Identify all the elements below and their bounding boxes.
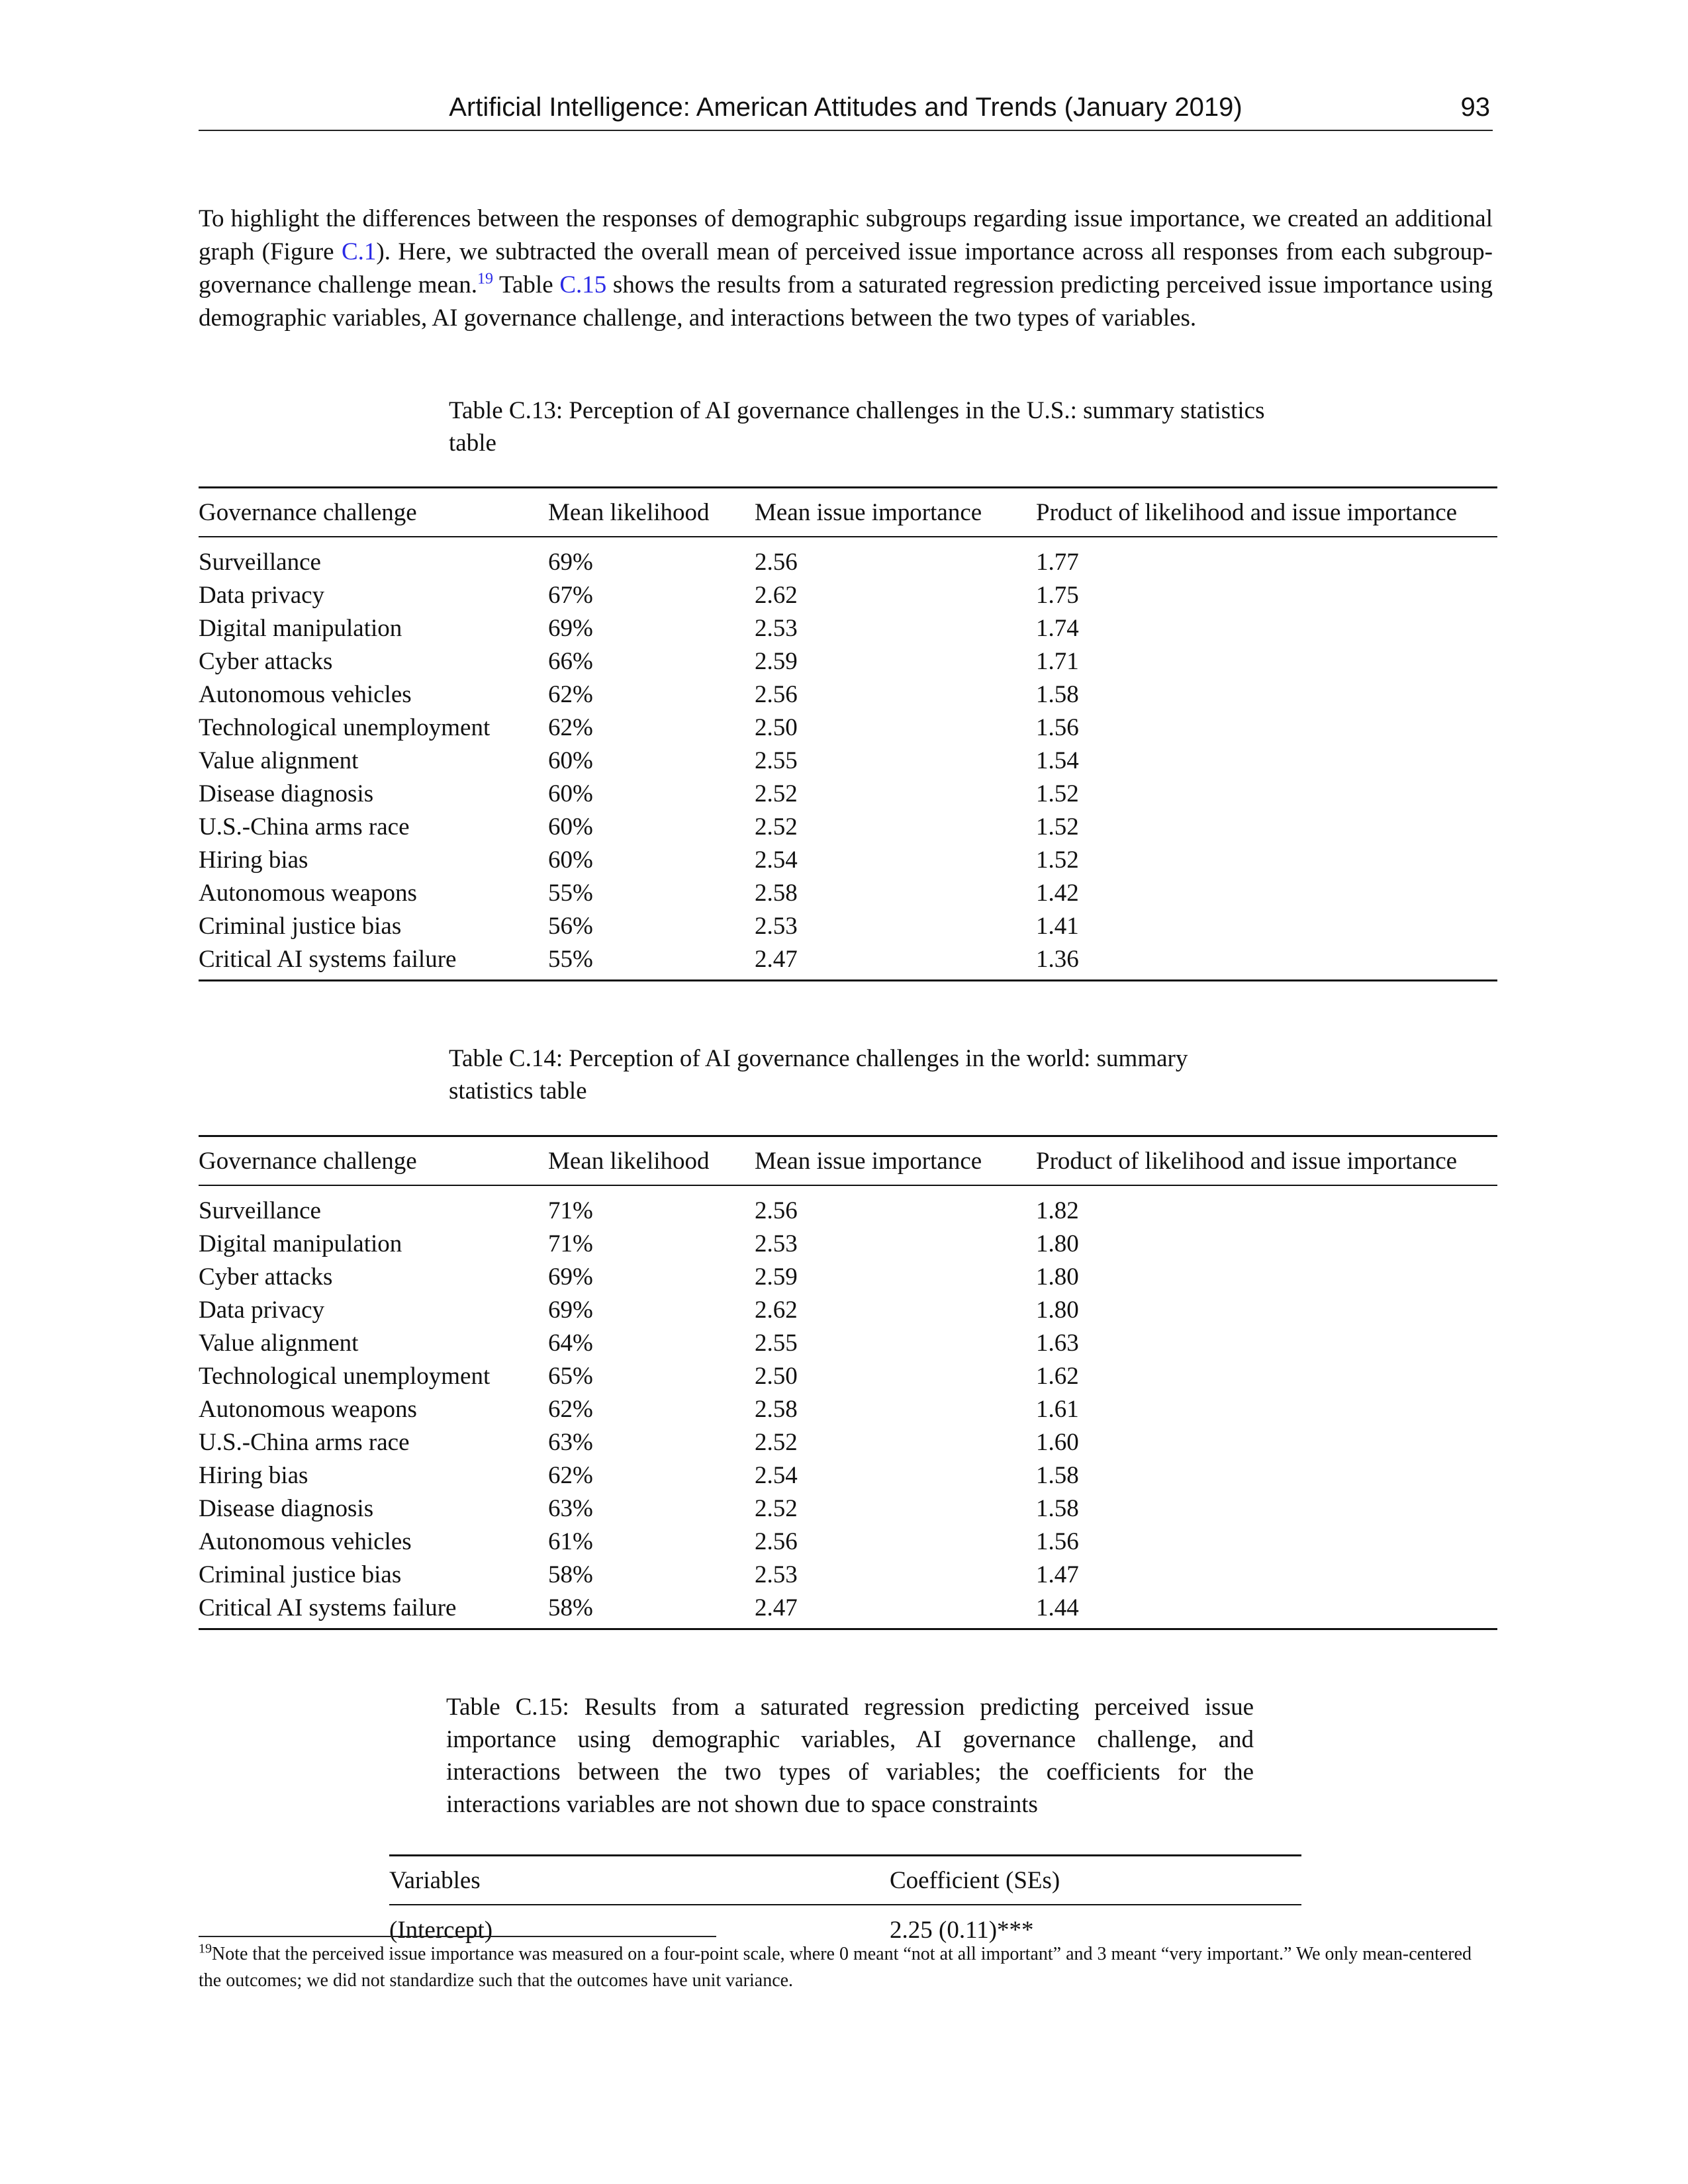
- table-cell: 71%: [548, 1197, 593, 1224]
- row-label: Data privacy: [199, 581, 325, 609]
- table-row: [199, 612, 1497, 645]
- table-c14-caption: Table C.14: Perception of AI governance challenges in the world: summary statistics table: [449, 1045, 1188, 1105]
- row-label: Digital manipulation: [199, 614, 402, 642]
- table-cell: 2.53: [755, 1561, 798, 1588]
- running-title: Artificial Intelligence: American Attitudes and Trends (January 2019): [449, 93, 1243, 122]
- table-cell: 2.52: [755, 1494, 798, 1522]
- table-cell: 1.56: [1036, 1527, 1079, 1555]
- table-cell: 2.62: [755, 1296, 798, 1324]
- row-label: Data privacy: [199, 1296, 325, 1324]
- table-cell: 2.50: [755, 713, 798, 741]
- row-label: Hiring bias: [199, 846, 308, 874]
- table-cell: 1.71: [1036, 647, 1079, 675]
- table-cell: 2.53: [755, 1230, 798, 1257]
- table-cell: 2.50: [755, 1362, 798, 1390]
- figure-link[interactable]: C.1: [341, 238, 377, 265]
- table-cell: 2.52: [755, 813, 798, 841]
- table-cell: 1.58: [1036, 1494, 1079, 1522]
- table-row: [199, 810, 1497, 843]
- table-cell: 69%: [548, 548, 593, 576]
- table-cell: 63%: [548, 1494, 593, 1522]
- table-row: [199, 1558, 1497, 1591]
- table-row: [199, 578, 1497, 612]
- table-cell: 60%: [548, 846, 593, 874]
- table-cell: 1.80: [1036, 1230, 1079, 1257]
- table-cell: 55%: [548, 879, 593, 907]
- column-header: Mean issue importance: [755, 488, 1036, 537]
- table-header-row: [199, 488, 1497, 537]
- table-cell: 67%: [548, 581, 593, 609]
- table-cell: 1.61: [1036, 1395, 1079, 1423]
- row-label: Disease diagnosis: [199, 780, 374, 807]
- row-label: Critical AI systems failure: [199, 942, 548, 981]
- row-label: Critical AI systems failure: [199, 1591, 548, 1629]
- table-row: [199, 1426, 1497, 1459]
- row-label: U.S.-China arms race: [199, 1428, 410, 1456]
- table-cell: 2.53: [755, 614, 798, 642]
- table-row: [199, 1591, 1497, 1629]
- row-label: Criminal justice bias: [199, 1561, 402, 1588]
- table-cell: 62%: [548, 680, 593, 708]
- row-label: Autonomous vehicles: [199, 1527, 412, 1555]
- table-cell: 71%: [548, 1230, 593, 1257]
- table-cell: 1.52: [1036, 813, 1079, 841]
- row-label: Technological unemployment: [199, 713, 491, 741]
- table-cell: 2.52: [755, 1428, 798, 1456]
- table-header-row: [389, 1856, 1301, 1905]
- table-cell: 1.60: [1036, 1428, 1079, 1456]
- table-c15: [389, 1854, 1301, 1946]
- table-cell: 58%: [548, 1591, 755, 1629]
- column-header: Product of likelihood and issue importance: [1036, 1136, 1497, 1186]
- row-label: Disease diagnosis: [199, 1494, 374, 1522]
- column-header: Governance challenge: [199, 1136, 548, 1186]
- table-row: [199, 645, 1497, 678]
- table-cell: 2.56: [755, 680, 798, 708]
- table-link[interactable]: C.15: [559, 271, 607, 298]
- table-row: [199, 537, 1497, 578]
- table-row: [199, 1492, 1497, 1525]
- table-row: [199, 843, 1497, 876]
- footnote-text: Note that the perceived issue importance was measured on a four-point scale, where 0 meant “not at all important” and 3 meant “very important.” We only mean-centered the outcomes; we did not standardize such that the outcomes have unit variance.: [199, 1944, 1472, 1991]
- table-cell: 1.62: [1036, 1362, 1079, 1390]
- table-cell: 2.55: [755, 747, 798, 774]
- table-row: [199, 909, 1497, 942]
- table-cell: 1.47: [1036, 1561, 1079, 1588]
- table-cell: 60%: [548, 780, 593, 807]
- table-header-row: [199, 1136, 1497, 1186]
- table-cell: 2.56: [755, 1527, 798, 1555]
- intro-text: ). Here, we subtracted the overall mean of perceived issue importance across all responses from each subgroup-governance challenge mean.: [199, 238, 1493, 298]
- table-cell: 1.36: [1036, 942, 1497, 981]
- table-cell: 1.58: [1036, 1461, 1079, 1489]
- table-cell: 1.80: [1036, 1296, 1079, 1324]
- row-label: Cyber attacks: [199, 647, 333, 675]
- footnote-divider: [199, 1936, 716, 1937]
- table-row: [199, 942, 1497, 981]
- table-row: [199, 678, 1497, 711]
- column-header: Product of likelihood and issue importance: [1036, 488, 1497, 537]
- table-cell: 56%: [548, 912, 593, 940]
- table-cell: 2.59: [755, 647, 798, 675]
- table-cell: 1.77: [1036, 548, 1079, 576]
- footnote: [199, 1941, 1493, 1994]
- table-row: [199, 1459, 1497, 1492]
- column-header: Mean likelihood: [548, 488, 755, 537]
- table-cell: 2.56: [755, 548, 798, 576]
- row-label: Surveillance: [199, 1197, 321, 1224]
- table-cell: 2.58: [755, 879, 798, 907]
- table-row: [199, 1392, 1497, 1426]
- column-header: Mean issue importance: [755, 1136, 1036, 1186]
- table-cell: 62%: [548, 1395, 593, 1423]
- table-cell: 55%: [548, 942, 755, 981]
- intro-text: shows the results from a saturated regression predicting perceived issue importance using demographic variables, AI governance challenge, and interactions between the two types of variables.: [199, 271, 1493, 332]
- table-cell: 1.44: [1036, 1591, 1497, 1629]
- table-row: [199, 744, 1497, 777]
- table-c13-caption: Table C.13: Perception of AI governance challenges in the U.S.: summary statistics table: [449, 397, 1265, 457]
- table-cell: 1.42: [1036, 879, 1079, 907]
- table-c15-caption: Table C.15: Results from a saturated regression predicting perceived issue importance using demographic variables, AI governance challenge, and interactions between the two types of variables; the coefficients for the interactions variables are not shown due to space constraints: [446, 1694, 1254, 1818]
- table-cell: 2.25 (0.11)***: [890, 1916, 1034, 1944]
- table-c13: [199, 486, 1497, 981]
- row-label: Hiring bias: [199, 1461, 308, 1489]
- table-row: [199, 1359, 1497, 1392]
- table-row: [199, 1326, 1497, 1359]
- page-number: 93: [1460, 93, 1490, 122]
- row-label: Digital manipulation: [199, 1230, 402, 1257]
- column-header: Mean likelihood: [548, 1136, 755, 1186]
- table-cell: 1.74: [1036, 614, 1079, 642]
- table-c14: [199, 1135, 1497, 1630]
- table-cell: 2.59: [755, 1263, 798, 1291]
- table-row: [199, 1525, 1497, 1558]
- table-cell: 69%: [548, 1296, 593, 1324]
- intro-text: To highlight the differences between the responses of demographic subgroups regarding issue importance, we created an additional graph (Figure: [199, 205, 1493, 265]
- column-header: Variables: [389, 1856, 890, 1905]
- table-cell: 2.53: [755, 912, 798, 940]
- table-cell: 58%: [548, 1561, 593, 1588]
- table-cell: 65%: [548, 1362, 593, 1390]
- table-cell: 1.80: [1036, 1263, 1079, 1291]
- table-cell: 2.58: [755, 1395, 798, 1423]
- table-row: [199, 1185, 1497, 1227]
- table-cell: 1.75: [1036, 581, 1079, 609]
- row-label: Autonomous weapons: [199, 1395, 417, 1423]
- running-header: [199, 93, 1493, 131]
- intro-text: Table: [492, 271, 560, 298]
- row-label: Technological unemployment: [199, 1362, 491, 1390]
- table-cell: 2.54: [755, 1461, 798, 1489]
- table-cell: 2.54: [755, 846, 798, 874]
- table-cell: 64%: [548, 1329, 593, 1357]
- row-label: (Intercept): [389, 1916, 493, 1944]
- footnote-link[interactable]: 19: [477, 270, 493, 288]
- row-label: Autonomous weapons: [199, 879, 417, 907]
- row-label: Value alignment: [199, 747, 359, 774]
- table-row: [199, 777, 1497, 810]
- column-header: Coefficient (SEs): [890, 1856, 1301, 1905]
- table-row: [199, 1293, 1497, 1326]
- table-cell: 62%: [548, 1461, 593, 1489]
- table-row: [199, 876, 1497, 909]
- footnote-mark: 19: [199, 1941, 212, 1956]
- table-cell: 61%: [548, 1527, 593, 1555]
- table-cell: 2.55: [755, 1329, 798, 1357]
- row-label: Value alignment: [199, 1329, 359, 1357]
- table-cell: 1.56: [1036, 713, 1079, 741]
- row-label: Autonomous vehicles: [199, 680, 412, 708]
- table-cell: 1.52: [1036, 780, 1079, 807]
- table-cell: 69%: [548, 614, 593, 642]
- table-cell: 2.52: [755, 780, 798, 807]
- column-header: Governance challenge: [199, 488, 548, 537]
- table-cell: 62%: [548, 713, 593, 741]
- table-cell: 66%: [548, 647, 593, 675]
- table-row: [389, 1905, 1301, 1946]
- table-cell: 1.82: [1036, 1197, 1079, 1224]
- table-cell: 60%: [548, 747, 593, 774]
- table-cell: 1.41: [1036, 912, 1079, 940]
- table-cell: 2.47: [755, 1591, 1036, 1629]
- table-cell: 2.56: [755, 1197, 798, 1224]
- row-label: U.S.-China arms race: [199, 813, 410, 841]
- table-row: [199, 1227, 1497, 1260]
- intro-paragraph: [199, 203, 1493, 335]
- table-cell: 2.47: [755, 942, 1036, 981]
- table-cell: 63%: [548, 1428, 593, 1456]
- row-label: Cyber attacks: [199, 1263, 333, 1291]
- table-cell: 1.58: [1036, 680, 1079, 708]
- table-cell: 1.52: [1036, 846, 1079, 874]
- row-label: Surveillance: [199, 548, 321, 576]
- table-cell: 60%: [548, 813, 593, 841]
- table-row: [199, 711, 1497, 744]
- row-label: Criminal justice bias: [199, 912, 402, 940]
- table-cell: 1.54: [1036, 747, 1079, 774]
- table-cell: 2.62: [755, 581, 798, 609]
- table-cell: 69%: [548, 1263, 593, 1291]
- table-cell: 1.63: [1036, 1329, 1079, 1357]
- table-row: [199, 1260, 1497, 1293]
